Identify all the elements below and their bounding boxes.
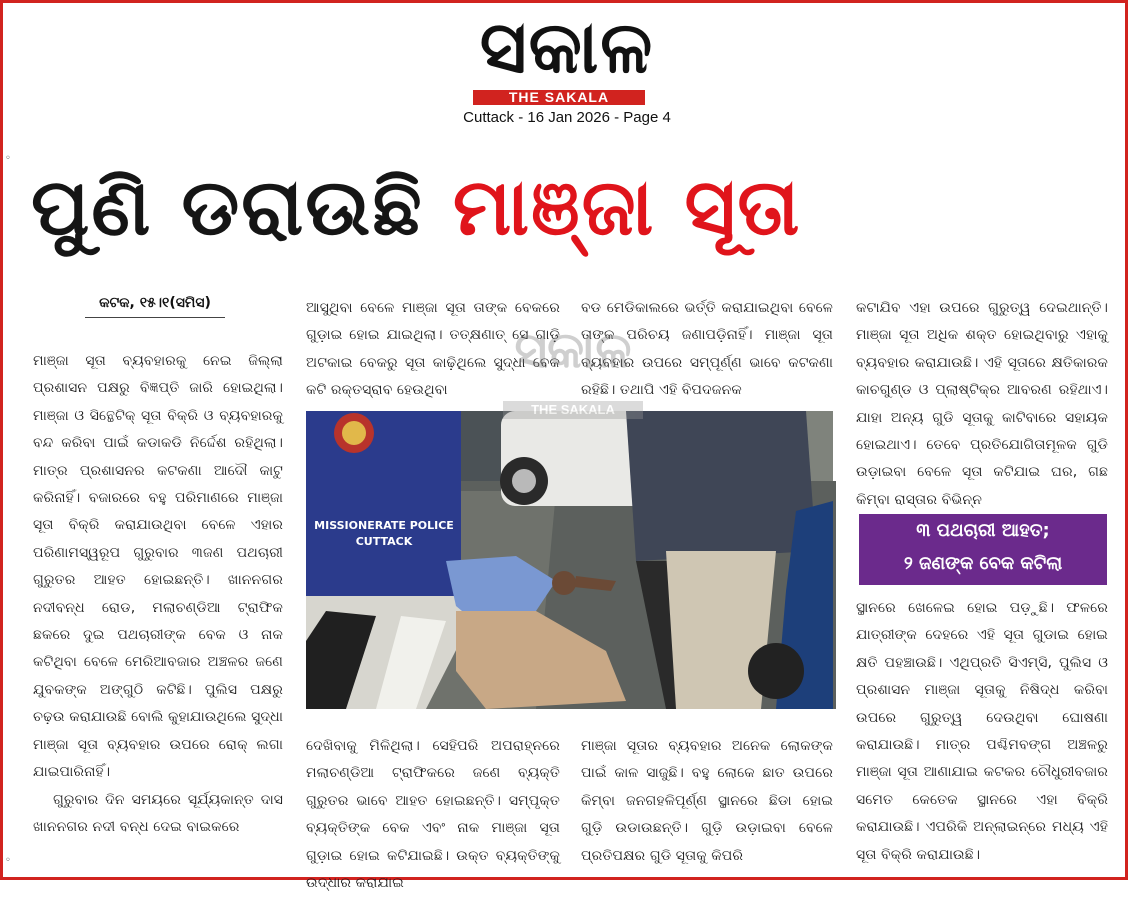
column-4-bottom-text: ସ୍ଥାନରେ ଖେଳେଇ ହୋଇ ପଡ଼ୁଛି। ଫଳରେ ଯାତ୍ରୀଙ୍କ ଦେହରେ ଏହି ସୂତା ଗୁଡାଇ ହୋଇ କ୍ଷତି ପହଞ୍ଚାଉଛି। ଏଥିପ୍ରତି ସିଏମ୍‌ସି, ପୁଲିସ ଓ ପ୍ରଶାସନ ମାଞ୍ଜା ସୂତାକୁ ନିଷିଦ୍ଧ କରିବା ଉପରେ ଗୁରୁତ୍ୱ ଦେଉଥିବା ଘୋଷଣା କରାଯାଉଛି। ମାତ୍ର ପଶ୍ଚିମବଙ୍ଗ ଅଞ୍ଚଳରୁ ମାଞ୍ଜା ସୂତା ଆଣାଯାଇ କଟକର ଚୌଧୁରୀବଜାର ସମେତ କେତେକ ସ୍ଥାନରେ ଏହା ବିକ୍ରି କରାଯାଉଛି। ଏପରିକି ଅନ୍‌ଲାଇନ୍‌ରେ ମଧ୍ୟ ଏହି ସୂତା ବିକ୍ରି କରାଯାଉଛି। [856,600,1108,863]
column-3-top-text: ବଡ ମେଡିକାଲରେ ଭର୍ତ୍ତି କରାଯାଇଥିବା ବେଳେ ତାଙ୍କ ପରିଚୟ ଜଣାପଡ଼ିନାହିଁ। ମାଞ୍ଜା ସୂତା ବ୍ୟବହାର ଉପରେ ସମ୍ପୂର୍ଣ୍ଣ ଭାବେ କଟକଣା ରହିଛି। ତଥାପି ଏହି ବିପଦଜନକ [581,300,833,399]
column-4-top-text: କଟାଯିବ ଏହା ଉପରେ ଗୁରୁତ୍ୱ ଦେଇଥାନ୍ତି। ମାଞ୍ଜା ସୂତା ଅଧିକ ଶକ୍ତ ହୋଇଥିବାରୁ ଏହାକୁ ବ୍ୟବହାର କରାଯାଉଛି। ଏହି ସୂତାରେ କ୍ଷତିକାରକ କାଚଗୁଣ୍ଡ ଓ ପ୍ଲାଷ୍ଟିକ୍‌ର ଆବରଣ ରହିଥାଏ। ଯାହା ଅନ୍ୟ ଗୁଡି ସୂତାକୁ କାଟିବାରେ ସହାୟକ ହୋଇଥାଏ। ତେବେ ପ୍ରତିଯୋଗିତାମୂଳକ ଗୁଡି ଉଡ଼ାଇବା ବେଳେ ସୂତା କଟିଯାଇ ଘର, ଗଛ କିମ୍ବା ରାସ୍ତାର ବିଭିନ୍ନ [856,300,1108,508]
dateline: Cuttack - 16 Jan 2026 - Page 4 [463,109,671,126]
subheading-line-1: ୩ ପଥଚାରୀ ଆହତ; [916,520,1050,541]
photo-illustration [306,411,833,709]
subheading-box [859,514,1107,585]
column-4-top [856,295,1108,507]
column-1 [33,348,283,868]
logo-band: THE SAKALA [473,90,645,105]
column-2-bottom [306,733,560,892]
column-4-bottom [856,595,1108,873]
crop-mark: ◦ [5,855,11,866]
logo-wordmark: ସକାଳ [479,5,655,89]
headline [31,149,1111,267]
watermark-band: THE SAKALA [503,401,643,419]
column-1-paragraph-1: ମାଞ୍ଜା ସୂତା ବ୍ୟବହାରକୁ ନେଇ ଜିଲ୍ଲା ପ୍ରଶାସନ ପକ୍ଷରୁ ବିଜ୍ଞପ୍ତି ଜାରି ହୋଇଥିଲା। ମାଞ୍ଜା ଓ ସିନ୍ଥେଟିକ୍ ସୂତା ବିକ୍ରି ଓ ବ୍ୟବହାରକୁ ବନ୍ଦ କରିବା ପାଇଁ କଡାକଡି ନିର୍ଦ୍ଦେଶ ରହିଥିଲା। ମାତ୍ର ପ୍ରଶାସନର କଟକଣା ଆଦୌ କାଟୁ କରିନାହିଁ। ବଜାରରେ ବହୁ ପରିମାଣରେ ମାଞ୍ଜା ସୂତା ବିକ୍ରି କରାଯାଉଥିବା ବେଳେ ଏହାର ପରିଣାମସ୍ୱରୂପ ଗୁରୁବାର ୩ଜଣ ପଥଚାରୀ ଗୁରୁତର ଆହତ ହୋଇଛନ୍ତି। ଖାନନଗର ନଦୀବନ୍ଧ ରୋଡ, ମଲାଚଣ୍ଡିଆ ଟ୍ରାଫିକ ଛକରେ ଦୁଇ ପଥଚାରୀଙ୍କ ବେକ ଓ ନାକ କଟିଥିବା ବେଳେ ମେରିଆବଜାର ଅଞ୍ଚଳର ଜଣେ ଯୁବକଙ୍କ ଅଙ୍ଗୁଠି କଟିଛି। ପୁଲିସ ପକ୍ଷରୁ ଚଢ଼ଉ କରାଯାଉଛି ବୋଲି କୁହାଯାଉଥିଲେ ସୁଦ୍ଧା ମାଞ୍ଜା ସୂତା ବ୍ୟବହାର ଉପରେ ରୋକ୍ ଲଗା ଯାଇପାରିନାହିଁ। [33,353,283,781]
photo-sign-line-1: MISSIONERATE POLICE [314,519,454,532]
column-3-bottom-text: ମାଞ୍ଜା ସୂତାର ବ୍ୟବହାର ଅନେକ ଲୋକଙ୍କ ପାଇଁ କାଳ ସାଜୁଛି। ବହୁ ଲୋକେ ଛାତ ଉପରେ କିମ୍ବା ଜନଗହଳିପୂର୍ଣ୍ଣ ସ୍ଥାନରେ ଛିଡା ହୋଇ ଗୁଡ଼ି ଉଡାଉଛନ୍ତି। ଗୁଡ଼ି ଉଡ଼ାଇବା ବେଳେ ପ୍ରତିପକ୍ଷର ଗୁଡି ସୂତାକୁ କିପରି [581,738,833,864]
column-3-bottom [581,733,833,873]
photo-sign-line-2: CUTTACK [355,535,413,548]
news-photo [306,411,833,709]
watermark-logo: ସକାଳ [514,321,632,379]
byline: କଟକ, ୧୫।୧(ସମିସ) [85,295,225,318]
column-1-paragraph-2: ଗୁରୁବାର ଦିନ ସମୟରେ ସୂର୍ଯ୍ୟକାନ୍ତ ଦାସ ଖାନନଗର ନଦୀ ବନ୍ଧ ଦେଇ ବାଇକରେ [33,791,283,835]
column-2-top-text: ଆସୁଥିବା ବେଳେ ମାଞ୍ଜା ସୂତା ତାଙ୍କ ବେକରେ ଗୁଡ଼ାଇ ହୋଇ ଯାଇଥିଲା। ତତ୍‌କ୍ଷଣାତ୍ ସେ ଗାଡ଼ି ଅଟକାଇ ବେକରୁ ସୂତା କାଢ଼ିଥିଲେ ସୁଦ୍ଧା ବେକ କଟି ରକ୍ତସ୍ରାବ ହେଉଥିବା [306,300,560,399]
headline-part-red: ମାଞ୍ଜା ସୂତା [452,163,802,253]
subheading-line-2: ୨ ଜଣଙ୍କ ବେକ କଟିଲା [903,553,1063,574]
column-2-bottom-text: ଦେଖିବାକୁ ମିଳିଥିଲା। ସେହିପରି ଅପରାହ୍ନରେ ମଲାଚଣ୍ଡିଆ ଟ୍ରାଫିକରେ ଜଣେ ବ୍ୟକ୍ତି ଗୁରୁତର ଭାବେ ଆହତ ହୋଇଛନ୍ତି। ସମ୍ପୃକ୍ତ ବ୍ୟକ୍ତିଙ୍କ ବେକ ଏବଂ ନାକ ମାଞ୍ଜା ସୂତା ଗୁଡ଼ାଇ ହୋଇ କଟିଯାଇଛି। ଉକ୍ତ ବ୍ୟକ୍ତିଙ୍କୁ ଉଦ୍ଧାର କରାଯାଇ [306,738,560,892]
headline-part-black: ପୁଣି ଡରାଉଛି [31,163,424,253]
crop-mark: ◦ [5,153,11,164]
column-2-top [306,295,560,405]
column-3-top [581,295,833,405]
